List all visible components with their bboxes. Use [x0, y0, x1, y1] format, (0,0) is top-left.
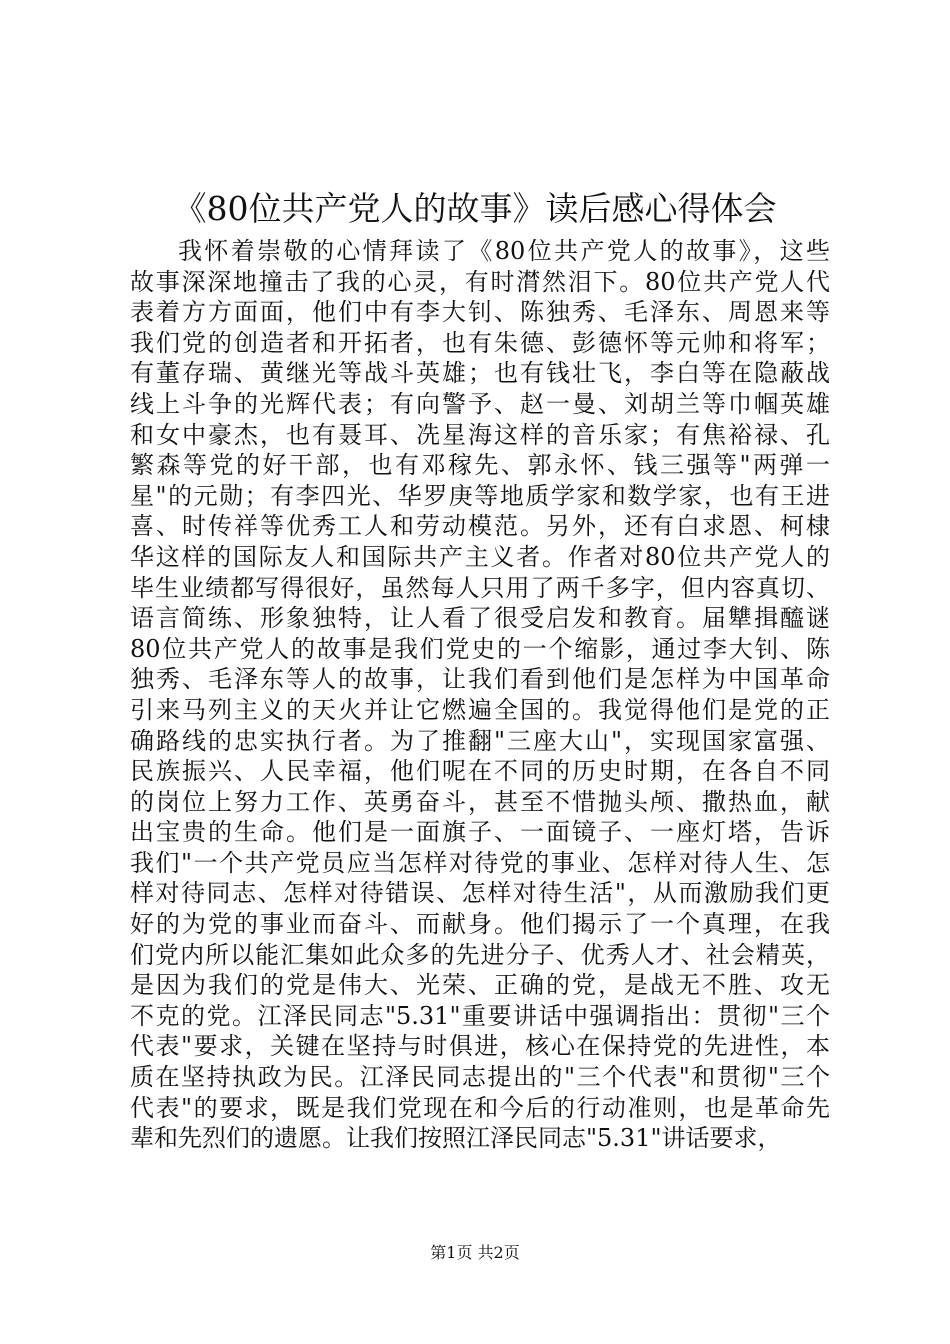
- body-line: 代表"的要求，既是我们党现在和今后的行动准则，也是革命先: [130, 1093, 830, 1122]
- page-number: 第1页 共2页: [430, 1243, 520, 1262]
- body-line: 是因为我们的党是伟大、光荣、正确的党，是战无不胜、攻无: [130, 971, 830, 1000]
- body-line: 出宝贵的生命。他们是一面旗子、一面镜子、一座灯塔，告诉: [130, 818, 830, 847]
- body-line: 引来马列主义的天火并让它燃遍全国的。我觉得他们是党的正: [130, 695, 830, 724]
- body-line: 我怀着崇敬的心情拜读了《80位共产党人的故事》，这些: [178, 237, 830, 265]
- body-line: 表着方方面面，他们中有李大钊、陈独秀、毛泽东、周恩来等: [130, 298, 830, 327]
- body-line: 独秀、毛泽东等人的故事，让我们看到他们是怎样为中国革命: [130, 665, 830, 694]
- body-line: 华这样的国际友人和国际共产主义者。作者对80位共产党人的: [130, 542, 830, 571]
- body-line: 民族振兴、人民幸福，他们呢在不同的历史时期，在各自不同: [130, 757, 830, 786]
- body-line: 代表"要求，关键在坚持与时俱进，核心在保持党的先进性，本: [130, 1032, 830, 1061]
- body-line: 故事深深地撞击了我的心灵，有时潸然泪下。80位共产党人代: [130, 267, 830, 296]
- body-line: 繁森等党的好干部，也有邓稼先、郭永怀、钱三强等"两弹一: [130, 451, 830, 480]
- body-line: 好的为党的事业而奋斗、而献身。他们揭示了一个真理，在我: [130, 910, 830, 939]
- body-line: 语言简练、形象独特，让人看了很受启发和教育。届犨揖醯谜: [130, 604, 830, 633]
- document-body: [130, 236, 830, 1154]
- body-line: 和女中豪杰，也有聂耳、冼星海这样的音乐家；有焦裕禄、孔: [130, 420, 830, 449]
- body-line: 质在坚持执政为民。江泽民同志提出的"三个代表"和贯彻"三个: [130, 1063, 830, 1092]
- body-line: 确路线的忠实执行者。为了推翻"三座大山"，实现国家富强、: [130, 726, 830, 755]
- body-line: 线上斗争的光辉代表；有向警予、赵一曼、刘胡兰等巾帼英雄: [130, 389, 830, 418]
- body-line: 我们"一个共产党员应当怎样对待党的事业、怎样对待人生、怎: [130, 848, 830, 877]
- body-line: 的岗位上努力工作、英勇奋斗，甚至不惜抛头颅、撒热血，献: [130, 787, 830, 816]
- body-line: 80位共产党人的故事是我们党史的一个缩影，通过李大钊、陈: [130, 634, 830, 663]
- body-line: 辈和先烈们的遗愿。让我们按照江泽民同志"5.31"讲话要求，: [130, 1124, 782, 1153]
- document-title: 《80位共产党人的故事》读后感心得体会: [173, 189, 777, 228]
- body-line: 我们党的创造者和开拓者，也有朱德、彭德怀等元帅和将军；: [130, 328, 830, 357]
- body-line: 不克的党。江泽民同志"5.31"重要讲话中强调指出：贯彻"三个: [130, 1001, 830, 1030]
- body-line: 有董存瑞、黄继光等战斗英雄；也有钱壮飞，李白等在隐蔽战: [130, 359, 830, 388]
- body-line: 星"的元勋；有李四光、华罗庚等地质学家和数学家，也有王进: [130, 481, 830, 510]
- body-line: 样对待同志、怎样对待错误、怎样对待生活"，从而激励我们更: [130, 879, 830, 908]
- body-line: 毕生业绩都写得很好，虽然每人只用了两千多字，但内容真切、: [130, 573, 830, 602]
- body-line: 们党内所以能汇集如此众多的先进分子、优秀人才、社会精英，: [130, 940, 830, 969]
- body-line: 喜、时传祥等优秀工人和劳动模范。另外，还有白求恩、柯棣: [130, 512, 830, 541]
